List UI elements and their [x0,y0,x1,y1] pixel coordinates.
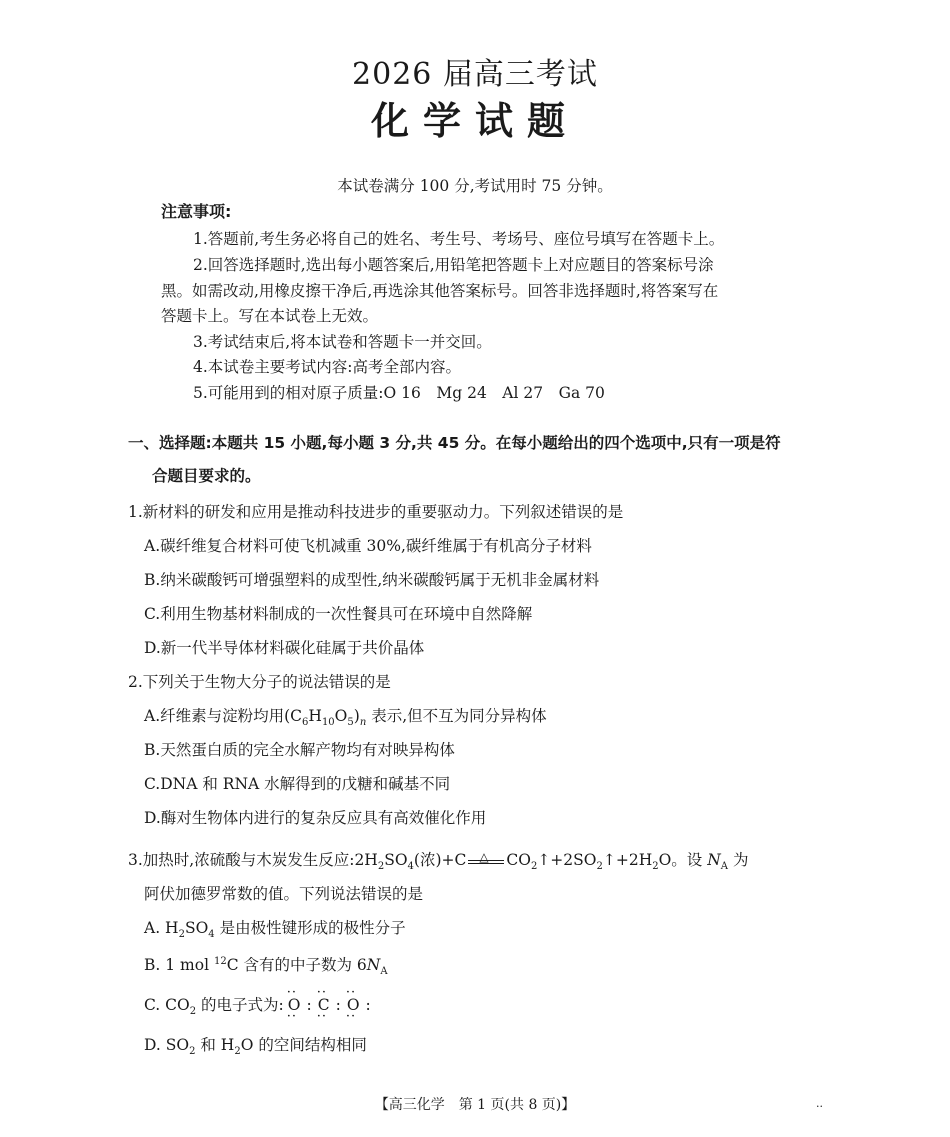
electron-dot-oxygen: ·· O ·· [284,994,305,1016]
question-3-stem: 3.加热时,浓硫酸与木炭发生反应$:2H_2SO_4$(浓)+C △ $CO_2↑+2SO_2↑+2H_2O$。设 $N_A$ 为 [128,850,749,873]
note-2: 2.回答选择题时,选出每小题答案后,用铅笔把答题卡上对应题目的答案标号涂 [193,256,714,274]
question-2-option-b: B.天然蛋白质的完全水解产物均有对映异构体 [144,741,455,759]
question-2-stem: 2.下列关于生物大分子的说法错误的是 [128,673,391,691]
question-3-option-a: A. $H_2SO_4$ 是由极性键形成的极性分子 [144,919,406,941]
question-3-option-d: D. $SO_2$ 和 $H_2O$ 的空间结构相同 [144,1036,367,1058]
section-heading: 一、选择题:本题共 15 小题,每小题 3 分,共 45 分。在每小题给出的四个选项中,只有一项是符 [128,434,781,452]
question-1-stem: 1.新材料的研发和应用是推动科技进步的重要驱动力。下列叙述错误的是 [128,503,624,521]
question-3-stem-cont: 阿伏加德罗常数的值。下列说法错误的是 [144,885,424,903]
corner-mark: ·· [816,1100,823,1113]
note-5: 5.可能用到的相对原子质量:O 16 Mg 24 Al 27 Ga 70 [193,384,605,402]
question-2-option-c: C.DNA 和 RNA 水解得到的戊糖和碱基不同 [144,775,451,793]
electron-dot-oxygen: ·· O ·· [343,994,364,1016]
section-heading-cont: 合题目要求的。 [152,467,261,485]
question-2-option-a: A.纤维素与淀粉均用$(C_6H_{10}O_5)_n$ 表示,但不互为同分异构体 [144,707,547,729]
electron-dot-carbon: ·· C ·· [314,994,334,1016]
note-4: 4.本试卷主要考试内容:高考全部内容。 [193,358,462,376]
question-2-option-d: D.酶对生物体内进行的复杂反应具有高效催化作用 [144,809,487,827]
question-1-option-d: D.新一代半导体材料碳化硅属于共价晶体 [144,639,425,657]
exam-info: 本试卷满分 100 分,考试用时 75 分钟。 [337,177,613,195]
question-1-option-c: C.利用生物基材料制成的一次性餐具可在环境中自然降解 [144,605,533,623]
exam-title: 2026 届高三考试 [352,57,598,92]
page-footer: 【高三化学 第 1 页(共 8 页)】 [374,1097,576,1113]
subject-title: 化学试题 [370,99,579,143]
heat-equals-sign: △ [466,849,506,871]
note-2-cont: 黑。如需改动,用橡皮擦干净后,再选涂其他答案标号。回答非选择题时,将答案写在 [161,282,719,300]
question-3-option-b: B. 1 mol $^{12}$C 含有的中子数为 $6N_A$ [144,955,388,978]
note-3: 3.考试结束后,将本试卷和答题卡一并交回。 [193,333,492,351]
question-1-option-b: B.纳米碳酸钙可增强塑料的成型性,纳米碳酸钙属于无机非金属材料 [144,571,600,589]
question-1-option-a: A.碳纤维复合材料可使飞机减重 30%,碳纤维属于有机高分子材料 [144,537,592,555]
note-1: 1.答题前,考生务必将自己的姓名、考生号、考场号、座位号填写在答题卡上。 [193,230,725,248]
note-2-cont2: 答题卡上。写在本试卷上无效。 [161,307,379,325]
notes-heading: 注意事项: [161,202,232,221]
question-3-option-c: C. $CO_2$ 的电子式为:·· O ·· :·· C ·· :·· O ·· : [144,994,373,1016]
